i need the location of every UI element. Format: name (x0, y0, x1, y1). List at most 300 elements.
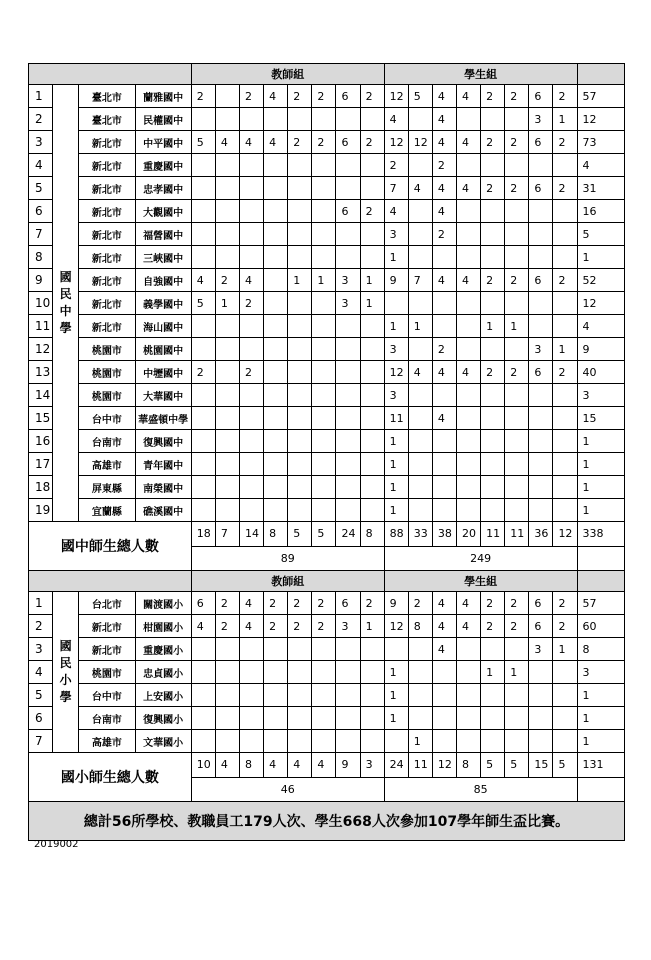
student-total-cell: 5 (481, 753, 505, 778)
student-count-cell (505, 499, 529, 522)
teacher-count-cell (191, 684, 215, 707)
student-count-cell: 1 (384, 315, 408, 338)
teacher-count-cell: 2 (264, 592, 288, 615)
student-count-cell (457, 661, 481, 684)
teacher-count-cell (360, 476, 384, 499)
student-count-cell (408, 476, 432, 499)
student-count-cell (408, 661, 432, 684)
teacher-count-cell: 2 (312, 131, 336, 154)
teacher-count-cell (336, 476, 360, 499)
teacher-total-cell: 3 (360, 753, 384, 778)
teacher-total-cell: 4 (312, 753, 336, 778)
row-total-cell: 60 (577, 615, 624, 638)
student-total-cell: 24 (384, 753, 408, 778)
student-count-cell (481, 246, 505, 269)
teacher-count-cell (264, 292, 288, 315)
student-count-cell (529, 661, 553, 684)
student-count-cell (529, 430, 553, 453)
student-count-cell (481, 384, 505, 407)
teacher-count-cell: 6 (336, 131, 360, 154)
students-group-header: 學生組 (384, 64, 577, 85)
student-count-cell (505, 154, 529, 177)
student-count-cell: 2 (505, 85, 529, 108)
student-count-cell (384, 638, 408, 661)
school-cell: 大觀國中 (135, 200, 191, 223)
student-count-cell (384, 292, 408, 315)
school-cell: 桃園國中 (135, 338, 191, 361)
table-row (29, 269, 625, 292)
student-total-cell: 11 (505, 522, 529, 547)
student-count-cell (553, 246, 577, 269)
row-number: 2 (29, 615, 53, 638)
student-count-cell: 2 (505, 131, 529, 154)
teacher-count-cell (288, 177, 312, 200)
student-count-cell: 3 (384, 223, 408, 246)
student-count-cell: 2 (553, 361, 577, 384)
row-total-cell: 9 (577, 338, 624, 361)
row-total-cell: 4 (577, 315, 624, 338)
student-count-cell (457, 499, 481, 522)
student-count-cell (481, 430, 505, 453)
student-count-cell (481, 453, 505, 476)
teacher-count-cell (360, 361, 384, 384)
teacher-count-cell (336, 246, 360, 269)
student-count-cell: 2 (553, 615, 577, 638)
student-count-cell (408, 499, 432, 522)
student-count-cell: 2 (553, 177, 577, 200)
teacher-count-cell (240, 730, 264, 753)
table-row (29, 707, 625, 730)
teacher-count-cell: 1 (215, 292, 239, 315)
student-count-cell: 1 (384, 684, 408, 707)
teacher-count-cell (312, 108, 336, 131)
teacher-count-cell (288, 638, 312, 661)
student-count-cell: 2 (553, 592, 577, 615)
teacher-count-cell: 2 (312, 85, 336, 108)
student-count-cell (457, 154, 481, 177)
city-cell: 屏東縣 (79, 476, 135, 499)
teacher-count-cell (312, 384, 336, 407)
teacher-count-cell: 2 (360, 85, 384, 108)
teacher-count-cell (240, 108, 264, 131)
teacher-count-cell (264, 315, 288, 338)
student-count-cell (529, 246, 553, 269)
school-cell: 關渡國小 (135, 592, 191, 615)
student-count-cell (481, 476, 505, 499)
teacher-count-cell (215, 661, 239, 684)
student-count-cell: 12 (384, 361, 408, 384)
city-cell: 宜蘭縣 (79, 499, 135, 522)
teacher-total-cell: 5 (288, 522, 312, 547)
table-row (29, 177, 625, 200)
teacher-count-cell (312, 453, 336, 476)
row-total-cell: 1 (577, 499, 624, 522)
student-count-cell: 4 (432, 85, 456, 108)
student-count-cell (432, 453, 456, 476)
school-cell: 華盛頓中學 (135, 407, 191, 430)
student-count-cell (408, 430, 432, 453)
teacher-count-cell (312, 246, 336, 269)
student-count-cell (432, 292, 456, 315)
student-count-cell: 4 (384, 200, 408, 223)
table-row (29, 85, 625, 108)
student-count-cell (481, 638, 505, 661)
teacher-count-cell (264, 361, 288, 384)
student-count-cell (457, 730, 481, 753)
teacher-count-cell: 2 (288, 615, 312, 638)
row-total-cell: 73 (577, 131, 624, 154)
student-count-cell (529, 292, 553, 315)
student-count-cell: 1 (505, 661, 529, 684)
city-cell: 台南市 (79, 430, 135, 453)
student-count-cell: 6 (529, 131, 553, 154)
row-total-cell: 1 (577, 730, 624, 753)
student-count-cell (505, 384, 529, 407)
student-count-cell (481, 707, 505, 730)
teacher-count-cell: 6 (336, 200, 360, 223)
student-count-cell (408, 154, 432, 177)
row-number: 4 (29, 661, 53, 684)
row-number: 2 (29, 108, 53, 131)
student-count-cell (553, 430, 577, 453)
student-count-cell (481, 730, 505, 753)
teacher-count-cell: 1 (312, 269, 336, 292)
student-count-cell: 2 (553, 269, 577, 292)
teacher-count-cell (191, 730, 215, 753)
row-total-cell: 15 (577, 407, 624, 430)
teacher-count-cell (191, 384, 215, 407)
teachers-group-header: 教師組 (191, 571, 384, 592)
table-row (29, 223, 625, 246)
student-count-cell (457, 200, 481, 223)
student-count-cell: 2 (481, 85, 505, 108)
city-cell: 新北市 (79, 200, 135, 223)
student-count-cell (481, 223, 505, 246)
school-cell: 上安國小 (135, 684, 191, 707)
teacher-count-cell: 2 (360, 592, 384, 615)
row-total-cell: 1 (577, 246, 624, 269)
student-count-cell (481, 499, 505, 522)
row-number: 1 (29, 85, 53, 108)
student-count-cell: 2 (481, 269, 505, 292)
teacher-count-cell: 4 (191, 615, 215, 638)
teacher-count-cell: 3 (336, 269, 360, 292)
student-count-cell: 4 (432, 269, 456, 292)
teacher-count-cell (264, 223, 288, 246)
row-number: 1 (29, 592, 53, 615)
teacher-count-cell (215, 108, 239, 131)
teacher-count-cell (360, 223, 384, 246)
teacher-count-cell (191, 154, 215, 177)
teacher-count-cell (264, 200, 288, 223)
student-count-cell (432, 730, 456, 753)
section-grand-total: 131 (577, 753, 624, 778)
student-total-cell: 5 (505, 753, 529, 778)
student-count-cell: 2 (432, 223, 456, 246)
student-count-cell: 4 (432, 592, 456, 615)
student-count-cell: 1 (384, 453, 408, 476)
teacher-count-cell (360, 453, 384, 476)
row-number: 4 (29, 154, 53, 177)
row-number: 6 (29, 200, 53, 223)
student-total-cell: 38 (432, 522, 456, 547)
school-cell: 中平國中 (135, 131, 191, 154)
student-total-cell: 11 (408, 753, 432, 778)
student-count-cell: 2 (505, 269, 529, 292)
teacher-total-cell: 8 (264, 522, 288, 547)
student-count-cell: 8 (408, 615, 432, 638)
school-cell: 忠孝國中 (135, 177, 191, 200)
teacher-count-cell: 3 (336, 292, 360, 315)
teacher-count-cell (360, 407, 384, 430)
row-total-cell: 1 (577, 476, 624, 499)
teacher-count-cell (240, 707, 264, 730)
student-count-cell: 1 (384, 476, 408, 499)
student-count-cell: 4 (432, 177, 456, 200)
student-count-cell (432, 684, 456, 707)
student-count-cell: 2 (505, 177, 529, 200)
student-count-cell: 2 (481, 615, 505, 638)
student-count-cell (529, 200, 553, 223)
teacher-count-cell (191, 638, 215, 661)
teacher-count-cell (336, 177, 360, 200)
teacher-count-cell (312, 223, 336, 246)
teacher-count-cell (360, 338, 384, 361)
teacher-count-cell (336, 223, 360, 246)
student-count-cell: 4 (457, 85, 481, 108)
teacher-count-cell (191, 108, 215, 131)
row-total-cell: 16 (577, 200, 624, 223)
teacher-count-cell (312, 154, 336, 177)
teacher-count-cell: 2 (312, 615, 336, 638)
table-row (29, 407, 625, 430)
teacher-count-cell (288, 292, 312, 315)
teacher-count-cell: 2 (288, 85, 312, 108)
table-row (29, 154, 625, 177)
student-count-cell (457, 707, 481, 730)
row-total-cell: 5 (577, 223, 624, 246)
row-total-cell: 57 (577, 592, 624, 615)
teacher-count-cell (360, 177, 384, 200)
teacher-count-cell (240, 154, 264, 177)
school-cell: 忠貞國小 (135, 661, 191, 684)
teacher-count-cell (240, 430, 264, 453)
row-total-cell: 40 (577, 361, 624, 384)
teacher-count-cell (191, 407, 215, 430)
teacher-count-cell (312, 430, 336, 453)
teacher-count-cell (264, 384, 288, 407)
student-count-cell (505, 684, 529, 707)
elementary-header-row (29, 571, 625, 592)
student-count-cell: 4 (457, 269, 481, 292)
row-number: 15 (29, 407, 53, 430)
student-count-cell (432, 661, 456, 684)
row-total-cell: 1 (577, 707, 624, 730)
teacher-count-cell (191, 661, 215, 684)
teacher-count-cell (240, 315, 264, 338)
student-total-cell: 20 (457, 522, 481, 547)
student-count-cell (481, 407, 505, 430)
sum-blank (577, 777, 624, 802)
school-cell: 福營國中 (135, 223, 191, 246)
student-count-cell (481, 292, 505, 315)
student-count-cell: 12 (384, 615, 408, 638)
student-count-cell: 4 (457, 592, 481, 615)
student-total-cell: 12 (553, 522, 577, 547)
student-count-cell: 2 (408, 592, 432, 615)
teacher-count-cell (264, 269, 288, 292)
teacher-count-cell (264, 407, 288, 430)
teacher-count-cell (215, 85, 239, 108)
student-count-cell (457, 684, 481, 707)
teacher-count-cell: 4 (264, 85, 288, 108)
student-count-cell (505, 730, 529, 753)
student-count-cell: 2 (481, 131, 505, 154)
teacher-total-cell: 8 (360, 522, 384, 547)
student-count-cell: 1 (408, 730, 432, 753)
teacher-count-cell (191, 246, 215, 269)
table-row (29, 361, 625, 384)
teacher-count-cell (215, 338, 239, 361)
student-count-cell (505, 430, 529, 453)
teacher-sum: 89 (191, 546, 384, 571)
teacher-total-cell: 8 (240, 753, 264, 778)
student-total-cell: 36 (529, 522, 553, 547)
teacher-count-cell (336, 684, 360, 707)
teacher-count-cell: 5 (191, 292, 215, 315)
student-sum: 249 (384, 546, 577, 571)
student-total-cell: 33 (408, 522, 432, 547)
teacher-count-cell (215, 223, 239, 246)
teacher-count-cell (336, 638, 360, 661)
student-count-cell: 1 (384, 499, 408, 522)
student-count-cell: 4 (432, 131, 456, 154)
row-number: 3 (29, 131, 53, 154)
student-count-cell (457, 476, 481, 499)
row-total-cell: 1 (577, 684, 624, 707)
student-count-cell (432, 246, 456, 269)
row-total-cell: 3 (577, 661, 624, 684)
student-count-cell (505, 638, 529, 661)
school-cell: 三峽國中 (135, 246, 191, 269)
student-count-cell (529, 684, 553, 707)
students-group-header: 學生組 (384, 571, 577, 592)
student-count-cell: 1 (481, 315, 505, 338)
teacher-count-cell: 1 (360, 615, 384, 638)
student-count-cell: 4 (432, 361, 456, 384)
student-count-cell: 7 (384, 177, 408, 200)
school-cell: 中壢國中 (135, 361, 191, 384)
student-total-cell: 8 (457, 753, 481, 778)
school-cell: 大華國中 (135, 384, 191, 407)
city-cell: 新北市 (79, 638, 135, 661)
table-row (29, 292, 625, 315)
student-total-cell: 11 (481, 522, 505, 547)
teacher-count-cell (264, 661, 288, 684)
document-code: 2019002 (34, 839, 79, 850)
teacher-count-cell (288, 499, 312, 522)
student-count-cell: 4 (408, 361, 432, 384)
student-count-cell (529, 707, 553, 730)
teacher-count-cell (336, 338, 360, 361)
row-number: 10 (29, 292, 53, 315)
row-number: 12 (29, 338, 53, 361)
teacher-count-cell (240, 476, 264, 499)
teacher-count-cell (312, 177, 336, 200)
student-count-cell: 6 (529, 592, 553, 615)
middle-header-row (29, 64, 625, 85)
school-cell: 礁溪國中 (135, 499, 191, 522)
student-count-cell (432, 476, 456, 499)
teacher-count-cell (288, 384, 312, 407)
table-row (29, 200, 625, 223)
city-cell: 台中市 (79, 407, 135, 430)
student-count-cell: 2 (432, 338, 456, 361)
teacher-count-cell (240, 684, 264, 707)
city-cell: 高雄市 (79, 730, 135, 753)
student-count-cell: 2 (481, 361, 505, 384)
student-count-cell (408, 200, 432, 223)
elementary-totals-row (29, 753, 625, 778)
teacher-count-cell (360, 315, 384, 338)
teacher-count-cell: 4 (240, 131, 264, 154)
student-count-cell (384, 730, 408, 753)
teacher-count-cell (240, 499, 264, 522)
student-count-cell (481, 338, 505, 361)
student-count-cell (505, 476, 529, 499)
student-count-cell: 6 (529, 615, 553, 638)
row-total-cell: 12 (577, 108, 624, 131)
student-count-cell (408, 384, 432, 407)
teacher-count-cell (264, 108, 288, 131)
teacher-count-cell (264, 730, 288, 753)
student-count-cell (553, 154, 577, 177)
teacher-count-cell (264, 707, 288, 730)
row-number: 16 (29, 430, 53, 453)
city-cell: 新北市 (79, 177, 135, 200)
student-count-cell (432, 707, 456, 730)
student-total-cell: 5 (553, 753, 577, 778)
header-total-blank (577, 64, 624, 85)
teacher-count-cell (215, 154, 239, 177)
student-count-cell (432, 384, 456, 407)
student-count-cell (505, 246, 529, 269)
teacher-count-cell (336, 361, 360, 384)
teacher-count-cell (312, 476, 336, 499)
student-count-cell (553, 476, 577, 499)
student-count-cell: 3 (384, 384, 408, 407)
student-total-cell: 88 (384, 522, 408, 547)
teacher-total-cell: 4 (264, 753, 288, 778)
teacher-count-cell (264, 430, 288, 453)
teacher-count-cell (240, 453, 264, 476)
student-count-cell: 1 (384, 661, 408, 684)
teacher-count-cell: 2 (215, 592, 239, 615)
student-count-cell: 1 (553, 108, 577, 131)
header-blank (29, 64, 192, 85)
teacher-count-cell (240, 407, 264, 430)
teacher-count-cell (240, 661, 264, 684)
teacher-count-cell (264, 476, 288, 499)
teacher-count-cell (288, 223, 312, 246)
teacher-count-cell: 6 (336, 85, 360, 108)
teacher-count-cell (360, 638, 384, 661)
teacher-count-cell (191, 707, 215, 730)
student-count-cell (432, 430, 456, 453)
row-total-cell: 31 (577, 177, 624, 200)
teacher-count-cell (215, 453, 239, 476)
student-count-cell (553, 707, 577, 730)
